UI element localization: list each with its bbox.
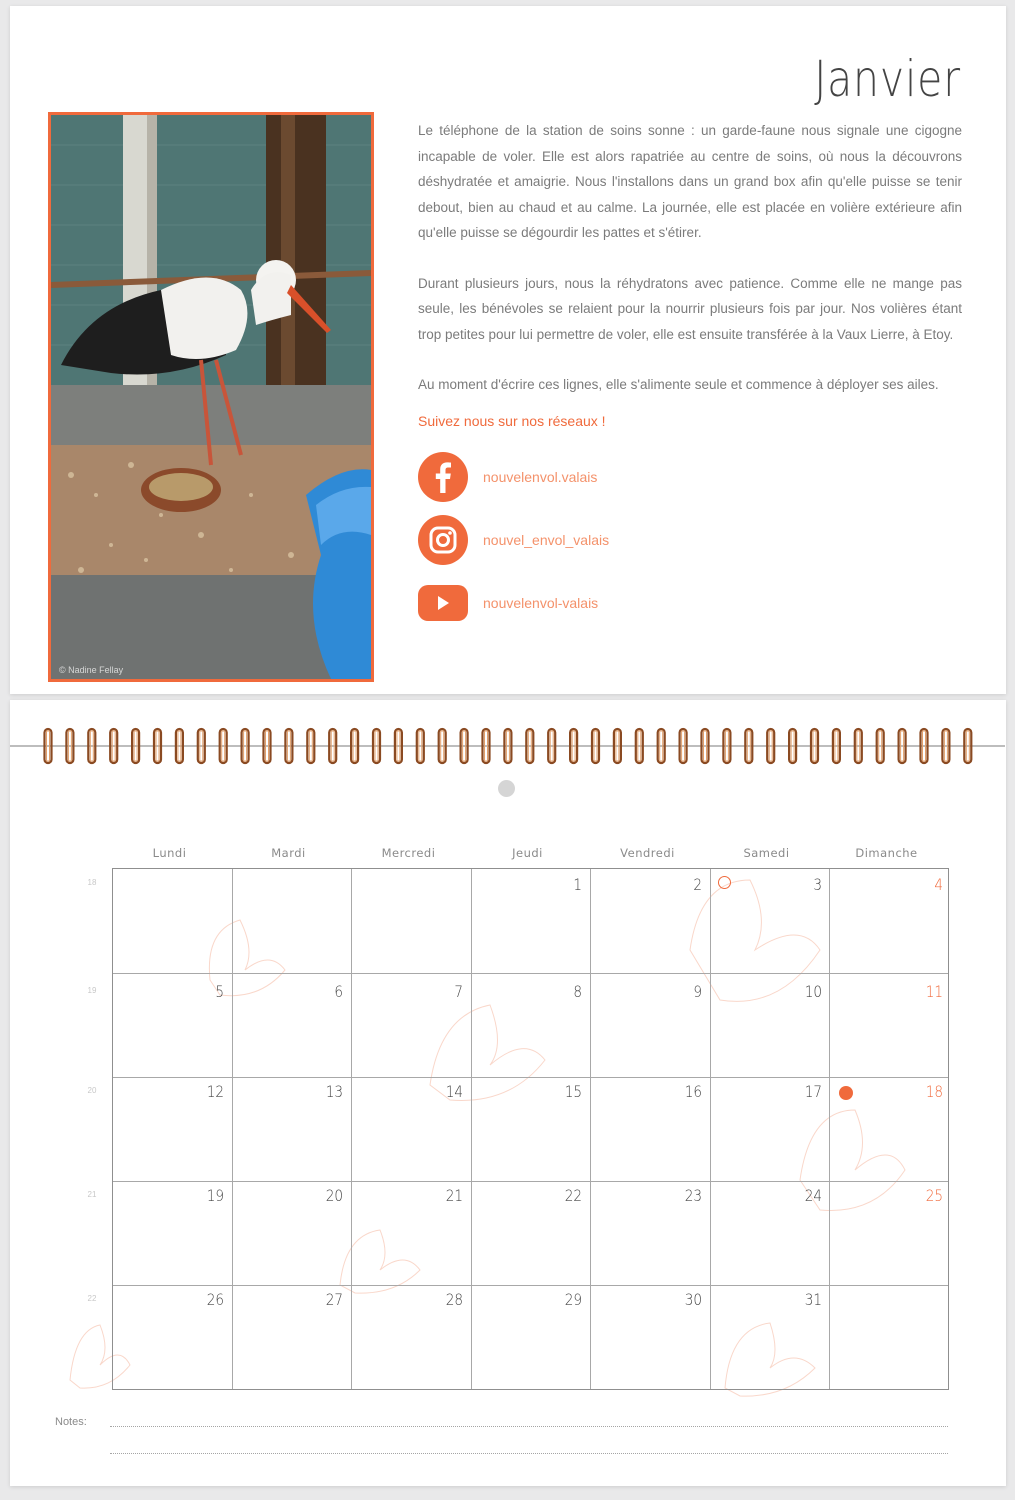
spiral-binding bbox=[0, 726, 1015, 768]
follow-us-text: Suivez nous sur nos réseaux ! bbox=[418, 413, 606, 429]
week-number: 22 bbox=[87, 1294, 97, 1303]
story-text bbox=[418, 118, 962, 423]
day-number[interactable]: 1 bbox=[573, 875, 582, 894]
weekday-header-friday: Vendredi bbox=[620, 846, 675, 860]
week-number: 20 bbox=[87, 1086, 97, 1095]
week-number: 19 bbox=[87, 986, 97, 995]
month-title: Janvier bbox=[814, 50, 961, 108]
day-number[interactable]: 14 bbox=[445, 1082, 463, 1101]
day-number[interactable]: 3 bbox=[813, 875, 822, 894]
weekday-header-monday: Lundi bbox=[152, 846, 187, 860]
day-number[interactable]: 24 bbox=[804, 1186, 822, 1205]
notes-label: Notes: bbox=[55, 1416, 87, 1428]
story-paragraph-3: Au moment d'écrire ces lignes, elle s'alimente seule et commence à déployer ses ailes. bbox=[418, 377, 939, 392]
hanging-hole bbox=[498, 780, 515, 797]
day-number[interactable]: 30 bbox=[684, 1290, 702, 1309]
facebook-icon[interactable] bbox=[418, 452, 468, 502]
day-number[interactable]: 20 bbox=[325, 1186, 343, 1205]
day-number[interactable]: 31 bbox=[804, 1290, 822, 1309]
day-number[interactable]: 18 bbox=[925, 1082, 943, 1101]
day-number[interactable]: 16 bbox=[684, 1082, 702, 1101]
stork-illustration bbox=[51, 115, 371, 679]
day-number[interactable]: 7 bbox=[454, 982, 463, 1001]
social-facebook[interactable] bbox=[418, 452, 597, 502]
day-number[interactable]: 27 bbox=[325, 1290, 343, 1309]
day-number[interactable]: 4 bbox=[934, 875, 943, 894]
day-number[interactable]: 5 bbox=[215, 982, 224, 1001]
weekday-header-thursday: Jeudi bbox=[512, 846, 543, 860]
day-number[interactable]: 19 bbox=[206, 1186, 224, 1205]
notes-line[interactable] bbox=[110, 1453, 948, 1454]
weekday-header-saturday: Samedi bbox=[743, 846, 790, 860]
day-number[interactable]: 17 bbox=[804, 1082, 822, 1101]
new-moon-icon bbox=[718, 876, 731, 889]
facebook-handle[interactable]: nouvelenvol.valais bbox=[483, 469, 598, 485]
instagram-handle[interactable]: nouvel_envol_valais bbox=[483, 532, 610, 548]
weekday-header-sunday: Dimanche bbox=[855, 846, 918, 860]
day-number[interactable]: 28 bbox=[445, 1290, 463, 1309]
youtube-icon[interactable] bbox=[418, 585, 468, 621]
social-instagram[interactable] bbox=[418, 515, 609, 565]
full-moon-icon bbox=[839, 1086, 853, 1100]
day-number[interactable]: 29 bbox=[564, 1290, 582, 1309]
day-number[interactable]: 22 bbox=[564, 1186, 582, 1205]
story-paragraph-2: Durant plusieurs jours, nous la réhydratons avec patience. Comme elle ne mange pas seule, les bénévoles se relaient pour la nourrir plusieurs fois par jour. Nos volières étant trop petites pour lui permettre de voler, elle est ensuite transférée à la Vaux Lierre, à Etoy. bbox=[418, 275, 962, 342]
instagram-icon[interactable] bbox=[418, 515, 468, 565]
day-number[interactable]: 12 bbox=[206, 1082, 224, 1101]
story-paragraph-1: Le téléphone de la station de soins sonne : un garde-faune nous signale une cigogne incapable de voler. Elle est alors rapatriée au centre de soins, où nous la découvrons déshydratée et amaigrie. Nous l'installons dans un grand box afin qu'elle puisse se tenir debout, bien au chaud et au calme. La journée, elle est placée en volière extérieure afin qu'elle puisse se dégourdir les pattes et s'étirer. bbox=[418, 123, 962, 240]
social-youtube[interactable] bbox=[418, 585, 598, 621]
day-number[interactable]: 2 bbox=[693, 875, 702, 894]
notes-line[interactable] bbox=[110, 1426, 948, 1427]
day-number[interactable]: 10 bbox=[804, 982, 822, 1001]
day-number[interactable]: 26 bbox=[206, 1290, 224, 1309]
day-number[interactable]: 8 bbox=[573, 982, 582, 1001]
day-number[interactable]: 23 bbox=[684, 1186, 702, 1205]
day-number[interactable]: 25 bbox=[925, 1186, 943, 1205]
day-number[interactable]: 21 bbox=[445, 1186, 463, 1205]
youtube-handle[interactable]: nouvelenvol-valais bbox=[483, 595, 599, 611]
stork-photo bbox=[48, 112, 374, 682]
weekday-header-wednesday: Mercredi bbox=[381, 846, 436, 860]
day-number[interactable]: 6 bbox=[334, 982, 343, 1001]
day-number[interactable]: 13 bbox=[325, 1082, 343, 1101]
calendar-grid bbox=[112, 868, 949, 1390]
day-number[interactable]: 11 bbox=[925, 982, 943, 1001]
weekday-header-tuesday: Mardi bbox=[271, 846, 306, 860]
week-number: 21 bbox=[87, 1190, 97, 1199]
day-number[interactable]: 9 bbox=[693, 982, 702, 1001]
day-number[interactable]: 15 bbox=[564, 1082, 582, 1101]
week-number: 18 bbox=[87, 878, 97, 887]
photo-credit: © Nadine Fellay bbox=[59, 665, 124, 675]
